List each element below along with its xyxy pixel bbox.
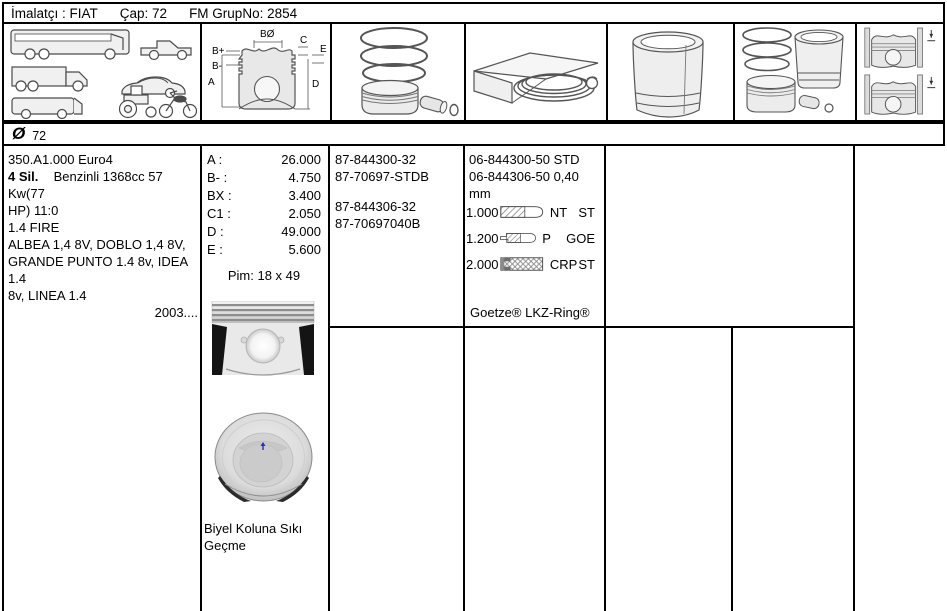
piston-with-rings-icon [332,25,464,119]
group-number-label: FM GrupNo: 2854 [189,5,298,21]
ring-height: 1.200 [466,230,499,246]
ring-type: CRP [549,256,578,272]
grid-line [731,326,733,611]
cylinder-count: 4 Sil. [8,169,39,184]
applications-line2: GRANDE PUNTO 1.4 8v, IDEA 1.4 [8,254,188,286]
ring-spec-row [466,199,603,225]
full-set-cell [733,24,855,120]
dim-label: A : [207,152,223,167]
dim-value: 5.600 [288,242,321,257]
ring-brand-footer: Goetze® LKZ-Ring® [470,305,590,320]
ring-height: 2.000 [466,256,499,272]
dim-label-e: E [320,44,327,55]
dim-value: 3.400 [288,188,321,203]
dim-label-bplus: B+ [212,46,225,57]
ring-material: GOE [566,230,595,246]
part-number: 87-844300-32 [335,152,416,167]
icon-header-row [2,24,945,122]
ring-set-std: 06-844300-50 STD [469,152,580,167]
dim-label-a: A [208,77,215,88]
header-bar [2,2,945,24]
dim-label: BX : [207,188,232,203]
diameter-label: Çap: 72 [119,5,168,21]
piston-dimension-diagram-cell [200,24,330,120]
applications-line1: ALBEA 1,4 8V, DOBLO 1,4 8V, [8,237,186,252]
grid-line [463,146,465,611]
ring-spec-row [466,251,603,277]
ring-material: ST [578,256,595,272]
dimension-row [207,223,321,241]
manufacturer-label: İmalatçı : FIAT [11,5,98,21]
engine-name: 1.4 FIRE [8,220,60,235]
grid-line [328,146,330,611]
ring-spec-row [466,225,603,251]
rings-piston-cell [330,24,464,120]
engine-spec-cont: HP) 11:0 [8,203,59,218]
ring-profile-nt-icon [499,203,545,221]
model-year: 2003.... [154,305,198,320]
vehicle-types-cell [4,24,200,120]
engine-spec-line [8,168,200,202]
dimension-row [207,151,321,169]
grid-line [2,146,4,611]
grid-line [853,146,855,611]
bore-value: 72 [32,128,47,143]
vehicles-icon [4,25,200,119]
part-number: 87-844306-32 [335,199,416,214]
dim-label-bo: BØ [260,29,275,40]
dimension-row [207,241,321,259]
applications-line3: 8v, LINEA 1.4 [8,288,87,303]
ring-set-box-icon [466,25,606,119]
ring-set-box-cell [464,24,606,120]
bore-diameter-row [2,122,945,146]
piston-diagram-icon [202,25,330,119]
cylinder-liner-cell [606,24,733,120]
ring-type: P [542,230,551,246]
dim-value: 2.050 [288,206,321,221]
piston-sections-icon [857,25,943,119]
ring-set-oversize: 06-844306-50 0,40 mm [469,169,579,201]
ring-spec-rows [466,199,603,277]
grid-line [328,326,855,328]
dimension-row [207,205,321,223]
pin-size: Pim: 18 x 49 [227,268,301,283]
dim-value: 49.000 [281,224,321,239]
dim-label: C1 : [207,206,231,221]
dim-label-bminus: B- [212,61,222,72]
ring-material: ST [578,204,595,220]
piston-dimensions-cell [207,151,321,259]
dim-label: D : [207,224,224,239]
piston-top-photo [213,412,314,504]
part-number: 87-70697040B [335,216,421,231]
piston-part-numbers-cell [335,151,459,232]
rings-liner-piston-set-icon [735,25,855,119]
ring-set-numbers-cell [469,151,602,202]
dim-value: 26.000 [281,152,321,167]
engine-spec: Benzinli 1368cc 57 Kw(77 [8,169,163,201]
engine-code: 350.A1.000 Euro4 [8,152,113,167]
ring-profile-crp-icon [499,255,545,273]
ring-type: NT [549,204,568,220]
dimension-row [207,169,321,187]
cylinder-liner-icon [608,25,733,119]
piston-clearance-cell [855,24,943,120]
dimension-row [207,187,321,205]
dim-label: E : [207,242,223,257]
ring-profile-p-icon [499,229,538,247]
dim-label-d: D [312,79,320,90]
part-number: 87-70697-STDB [335,169,429,184]
engine-application-cell [8,151,200,321]
dim-label-c: C [300,35,308,46]
ring-height: 1.000 [466,204,499,220]
dim-value: 4.750 [288,170,321,185]
diameter-symbol: Ø [12,124,26,143]
grid-line [604,146,606,611]
dim-label: B- : [207,170,228,185]
assembly-note: Biyel Koluna Sıkı Geçme [204,521,303,553]
grid-line [200,146,202,611]
piston-side-photo [210,301,316,377]
